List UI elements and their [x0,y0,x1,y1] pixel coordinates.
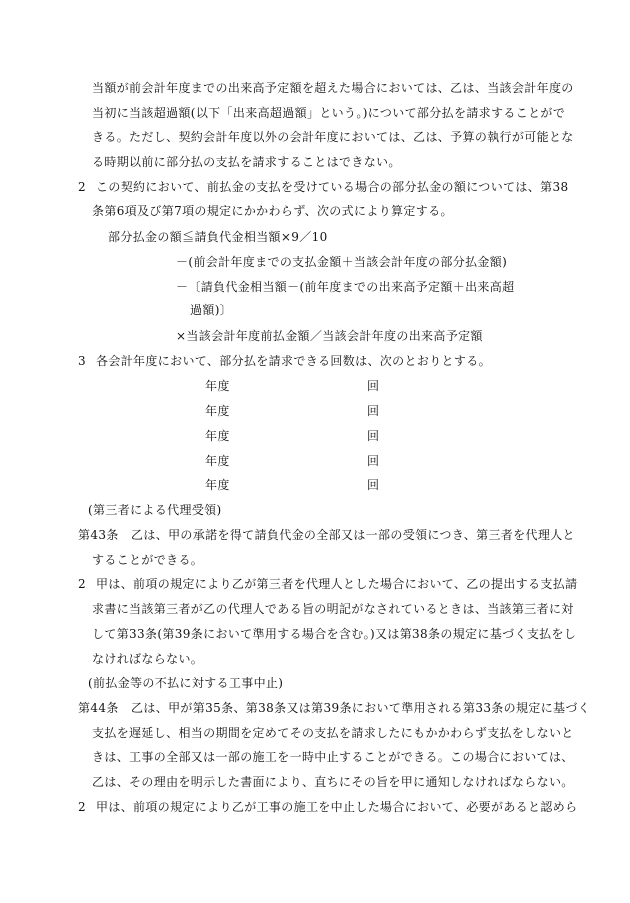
times-label: 回 [367,404,380,418]
year-label: 年度 [205,404,230,418]
item-number: 3 [78,354,86,368]
item-number: 2 [78,577,86,591]
text-line: 乙は、その理由を明示した書面により、直ちにその旨を甲に通知しなければならない。 [92,775,574,789]
text-line: この契約において、前払金の支払を受けている場合の部分払金の額については、第38 [96,180,569,194]
year-label: 年度 [205,454,230,468]
item-number: 2 [78,180,86,194]
times-label: 回 [367,429,380,443]
formula-line: 過額)〕 [190,303,233,317]
text-line: きる。ただし、契約会計年度以外の会計年度においては、乙は、予算の執行が可能とな [92,130,574,144]
text-line: きは、工事の全部又は一部の施工を一時中止することができる。この場合においては、 [92,750,574,764]
section-caption: (第三者による代理受領) [88,503,222,517]
formula-line: ×当該会計年度前払金額／当該会計年度の出来高予定額 [176,329,483,343]
item-number: 2 [78,800,86,814]
text-line: 当額が前会計年度までの出来高予定額を超えた場合においては、乙は、当該会計年度の [92,81,574,95]
text-line: することができる。 [92,553,204,567]
times-label: 回 [367,379,380,393]
text-line: 甲は、前項の規定により乙が第三者を代理人とした場合において、乙の提出する支払請 [96,577,578,591]
section-caption: (前払金等の不払に対する工事中止) [88,676,284,690]
formula-line: 部分払金の額≦請負代金相当額×9／10 [108,230,328,244]
article-line: 第43条 乙は、甲の承諾を得て請負代金の全部又は一部の受領につき、第三者を代理人と [78,528,575,542]
text-line: 求書に当該第三者が乙の代理人である旨の明記がなされているときは、当該第三者に対 [92,602,574,616]
times-label: 回 [367,478,380,492]
year-label: 年度 [205,379,230,393]
formula-line: －〔請負代金相当額－(前年度までの出来高予定額＋出来高超 [176,280,515,294]
text-line: る時期以前に部分払の支払を請求することはできない。 [92,155,401,169]
article-line: 第44条 乙は、甲が第35条、第38条又は第39条において準用される第33条の規定に基づく [78,701,591,715]
text-line: 甲は、前項の規定により乙が工事の施工を中止した場合において、必要があると認めら [96,800,578,814]
year-label: 年度 [205,478,230,492]
formula-line: －(前会計年度までの支払金額＋当該会計年度の部分払金額) [176,255,508,269]
times-label: 回 [367,454,380,468]
year-label: 年度 [205,429,230,443]
text-line: 各会計年度において、部分払を請求できる回数は、次のとおりとする。 [96,354,491,368]
text-line: 当初に当該超過額(以下「出来高超過額」という。)について部分払を請求することがで [92,106,566,120]
text-line: 支払を遅延し、相当の期間を定めてその支払を請求したにもかかわらず支払をしないと [92,726,574,740]
text-line: なければならない。 [92,652,204,666]
text-line: して第33条(第39条において準用する場合を含む。)又は第38条の規定に基づく支払をし [92,627,577,641]
text-line: 条第6項及び第7項の規定にかかわらず、次の式により算定する。 [92,204,453,218]
